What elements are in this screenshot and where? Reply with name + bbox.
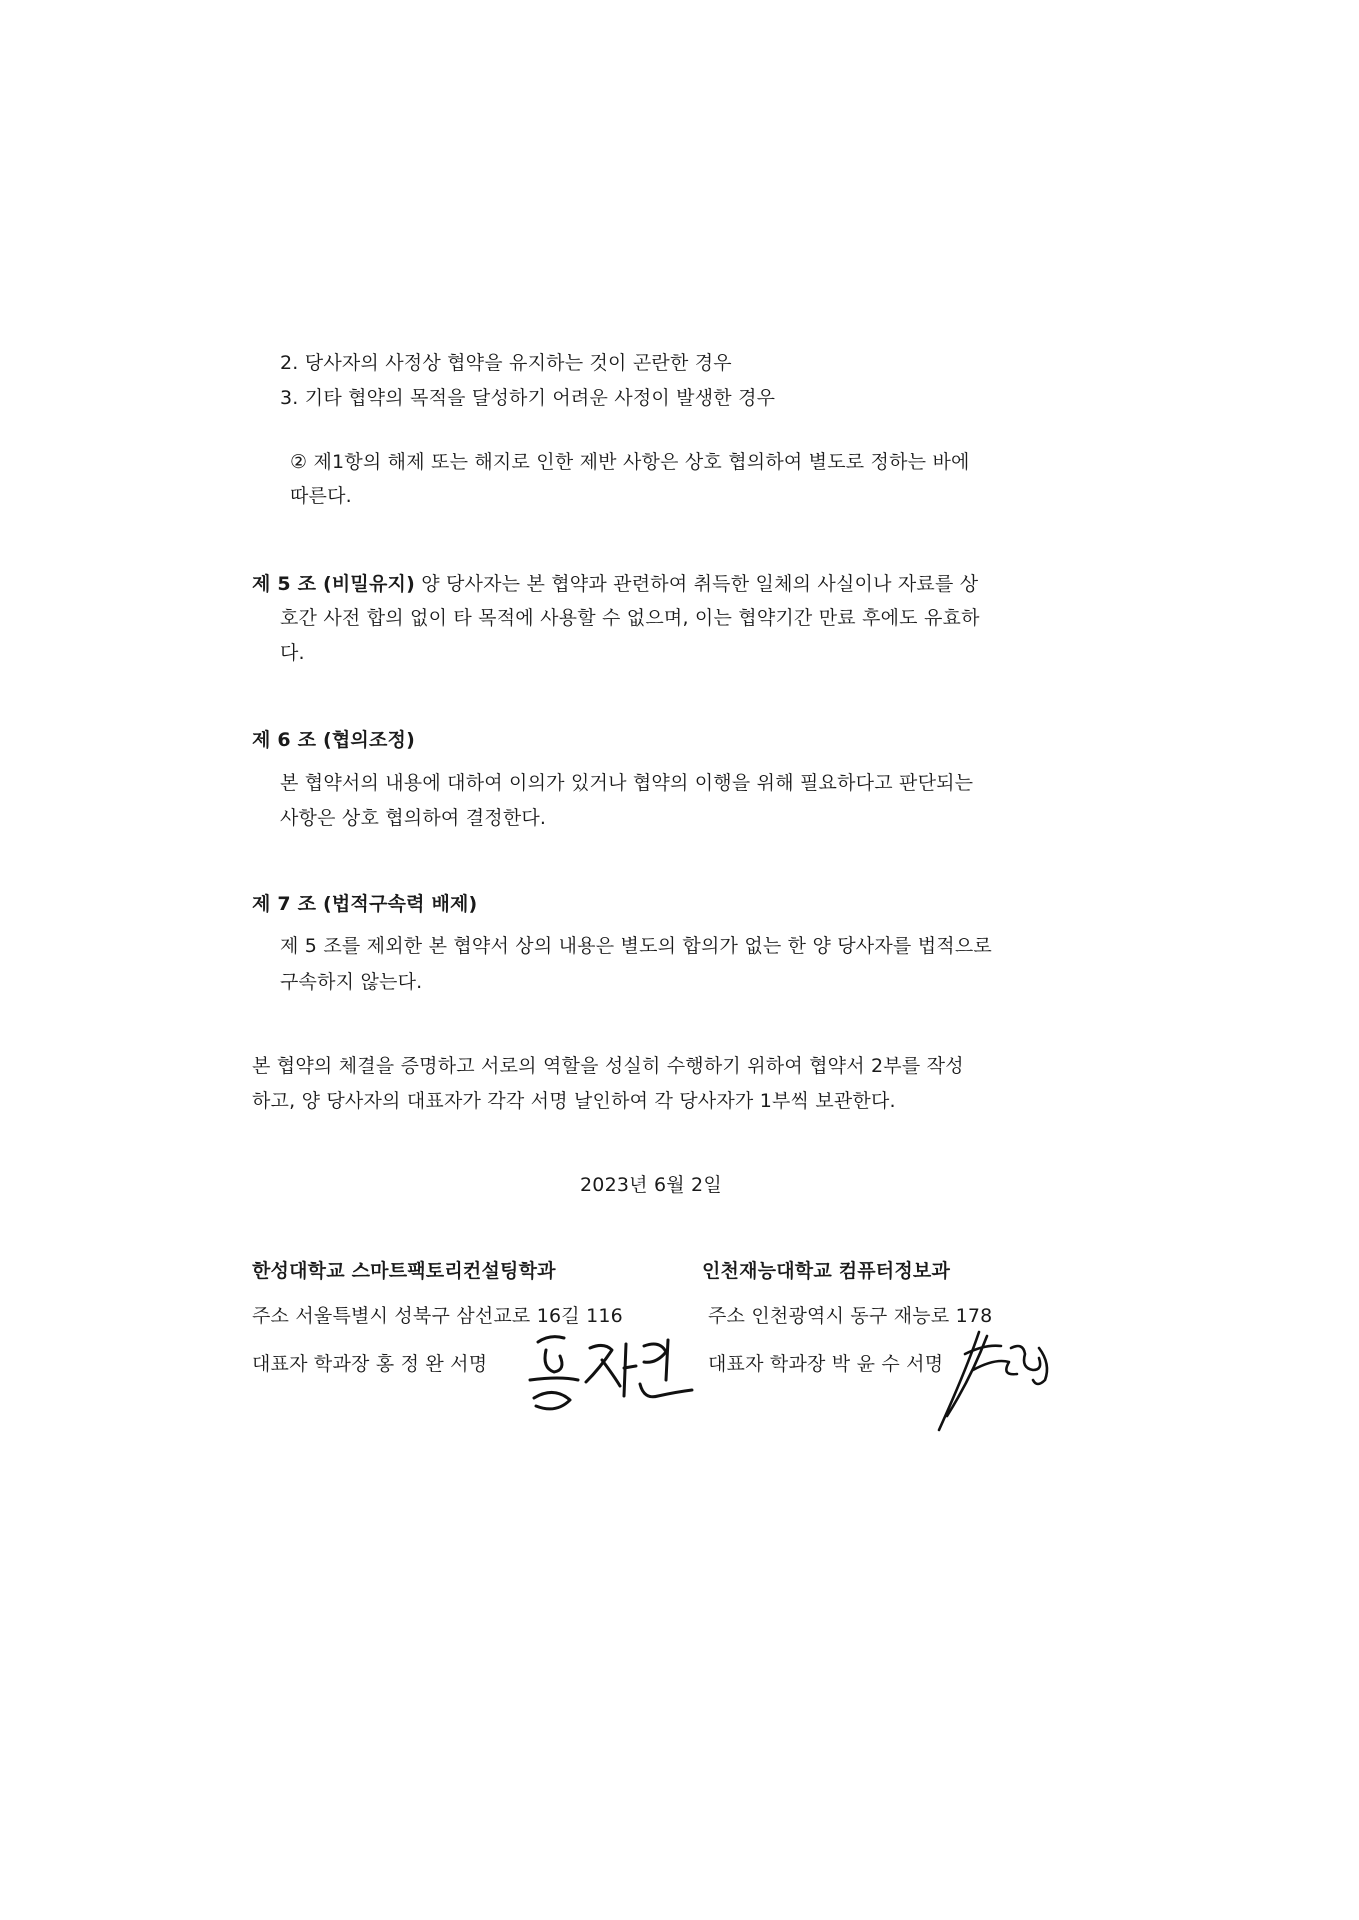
article7-heading: 제 7 조 (법적구속력 배제): [252, 893, 478, 915]
article7-line2: 구속하지 않는다.: [280, 971, 423, 993]
article4-item-2: 2. 당사자의 사정상 협약을 유지하는 것이 곤란한 경우: [280, 352, 732, 374]
article4-para2-line2: 따른다.: [290, 485, 352, 507]
article7-line1: 제 5 조를 제외한 본 협약서 상의 내용은 별도의 합의가 없는 한 양 당사자를 법적으로: [280, 935, 992, 957]
article5-line1: [252, 570, 978, 598]
article6-line2: 사항은 상호 협의하여 결정한다.: [280, 807, 547, 829]
closing-line2: 하고, 양 당사자의 대표자가 각각 서명 날인하여 각 당사자가 1부씩 보관한다.: [252, 1090, 896, 1112]
closing-line1: 본 협약의 체결을 증명하고 서로의 역할을 성실히 수행하기 위하여 협약서 2부를 작성: [252, 1055, 964, 1077]
article5-line1-text: 양 당사자는 본 협약과 관련하여 취득한 일체의 사실이나 자료를 상: [414, 573, 979, 595]
party-right-address: 주소 인천광역시 동구 재능로 178: [708, 1305, 993, 1327]
party-left-name: 한성대학교 스마트팩토리컨설팅학과: [252, 1260, 556, 1282]
article6-heading: 제 6 조 (협의조정): [252, 729, 415, 751]
signature-right: [925, 1318, 1065, 1436]
party-right-representative: 대표자 학과장 박 윤 수 서명: [708, 1353, 944, 1375]
article4-para2-line1: ② 제1항의 해제 또는 해지로 인한 제반 사항은 상호 협의하여 별도로 정하는 바에: [290, 451, 970, 473]
article5-heading: 제 5 조 (비밀유지): [252, 573, 415, 595]
article6-line1: 본 협약서의 내용에 대하여 이의가 있거나 협약의 이행을 위해 필요하다고 판단되는: [280, 772, 974, 794]
article5-line2: 호간 사전 합의 없이 타 목적에 사용할 수 없으며, 이는 협약기간 만료 후에도 유효하: [280, 607, 980, 629]
agreement-date: 2023년 6월 2일: [580, 1174, 722, 1196]
party-left-representative: 대표자 학과장 홍 정 완 서명: [252, 1353, 488, 1375]
party-right-name: 인천재능대학교 컴퓨터정보과: [702, 1260, 951, 1282]
article4-item-3: 3. 기타 협약의 목적을 달성하기 어려운 사정이 발생한 경우: [280, 387, 776, 409]
signature-left: [520, 1320, 700, 1420]
article5-line3: 다.: [280, 642, 305, 664]
party-left-address: 주소 서울특별시 성북구 삼선교로 16길 116: [252, 1305, 623, 1327]
